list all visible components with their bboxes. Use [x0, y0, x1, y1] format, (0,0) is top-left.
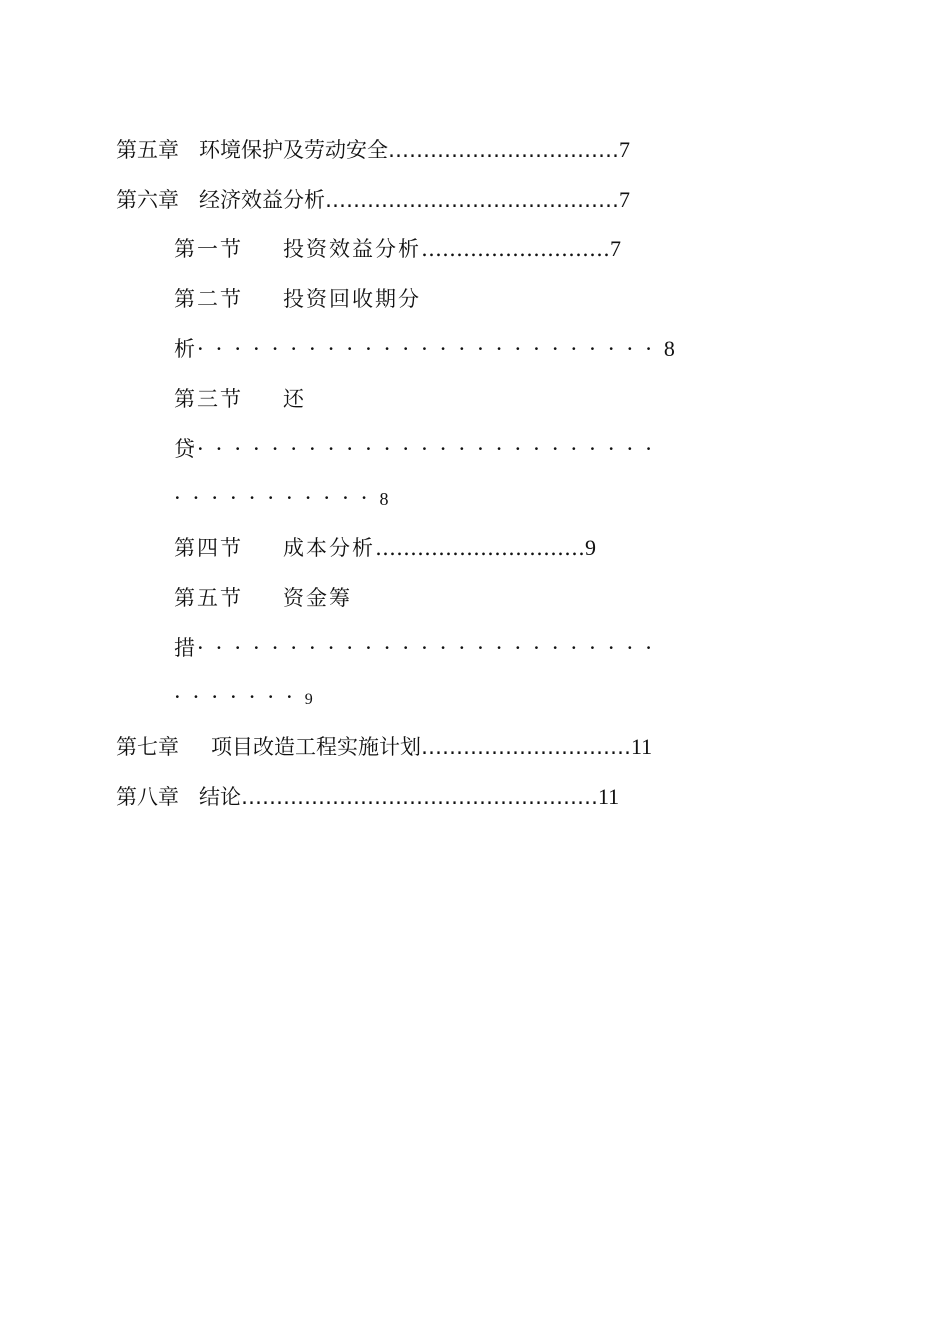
leader-dots: ……………………………………………: [241, 785, 598, 809]
leader-dots: ·······: [174, 685, 305, 709]
toc-entry-chapter-7[interactable]: [116, 727, 652, 767]
leader-dots: ……………………………: [388, 138, 619, 162]
section-title: 投资回收期分: [283, 287, 421, 311]
page-number: 8: [379, 489, 391, 509]
toc-entry-section-1[interactable]: [174, 229, 623, 269]
toc-entry-section-3[interactable]: [174, 379, 306, 419]
section-label: 第四节: [174, 536, 243, 560]
toc-entry-chapter-6[interactable]: [116, 180, 630, 220]
toc-entry-section-3-continuation[interactable]: [174, 429, 664, 469]
toc-entry-chapter-5[interactable]: [116, 130, 630, 170]
leader-dots: …………………………: [421, 735, 631, 759]
page-number: 9: [585, 535, 598, 560]
toc-entry-section-2[interactable]: [174, 279, 421, 319]
section-label: 第五节: [174, 586, 243, 610]
section-label: 第三节: [174, 387, 243, 411]
leader-dots: ···········: [174, 486, 380, 510]
page-number: 9: [304, 691, 315, 708]
toc-entry-chapter-8[interactable]: [116, 777, 619, 817]
chapter-title: 项目改造工程实施计划: [211, 735, 421, 759]
section-title-continuation: 措: [174, 636, 197, 660]
page-number: 7: [619, 187, 630, 212]
leader-dots: ……………………………………: [325, 188, 619, 212]
chapter-label: 第八章: [116, 785, 179, 809]
chapter-label: 第六章: [116, 188, 179, 212]
toc-entry-section-5[interactable]: [174, 578, 352, 618]
chapter-title: 环境保护及劳动安全: [199, 138, 388, 162]
leader-dots: ·························: [197, 437, 664, 461]
page-number: 7: [619, 137, 630, 162]
chapter-title: 经济效益分析: [199, 188, 325, 212]
toc-entry-section-5-continuation[interactable]: [174, 628, 664, 668]
section-title: 投资效益分析: [283, 237, 421, 261]
leader-dots: ·························: [197, 337, 664, 361]
leader-dots: …………………………: [375, 536, 585, 560]
page-number: 7: [610, 236, 623, 261]
page-number: 8: [663, 336, 677, 361]
section-label: 第二节: [174, 287, 243, 311]
page-number: 11: [631, 734, 653, 759]
chapter-title: 结论: [199, 785, 241, 809]
section-title: 资金筹: [283, 586, 352, 610]
toc-entry-section-5-dots[interactable]: [174, 677, 315, 717]
leader-dots: ………………………: [421, 237, 610, 261]
section-label: 第一节: [174, 237, 243, 261]
section-title: 还: [283, 387, 306, 411]
toc-entry-section-2-continuation[interactable]: [174, 329, 677, 369]
section-title: 成本分析: [283, 536, 375, 560]
leader-dots: ·························: [197, 636, 664, 660]
toc-entry-section-3-dots[interactable]: [174, 478, 390, 518]
chapter-label: 第七章: [116, 735, 179, 759]
section-title-continuation: 贷: [174, 437, 197, 461]
toc-entry-section-4[interactable]: [174, 528, 598, 568]
page-number: 11: [598, 784, 620, 809]
chapter-label: 第五章: [116, 138, 179, 162]
section-title-continuation: 析: [174, 337, 197, 361]
